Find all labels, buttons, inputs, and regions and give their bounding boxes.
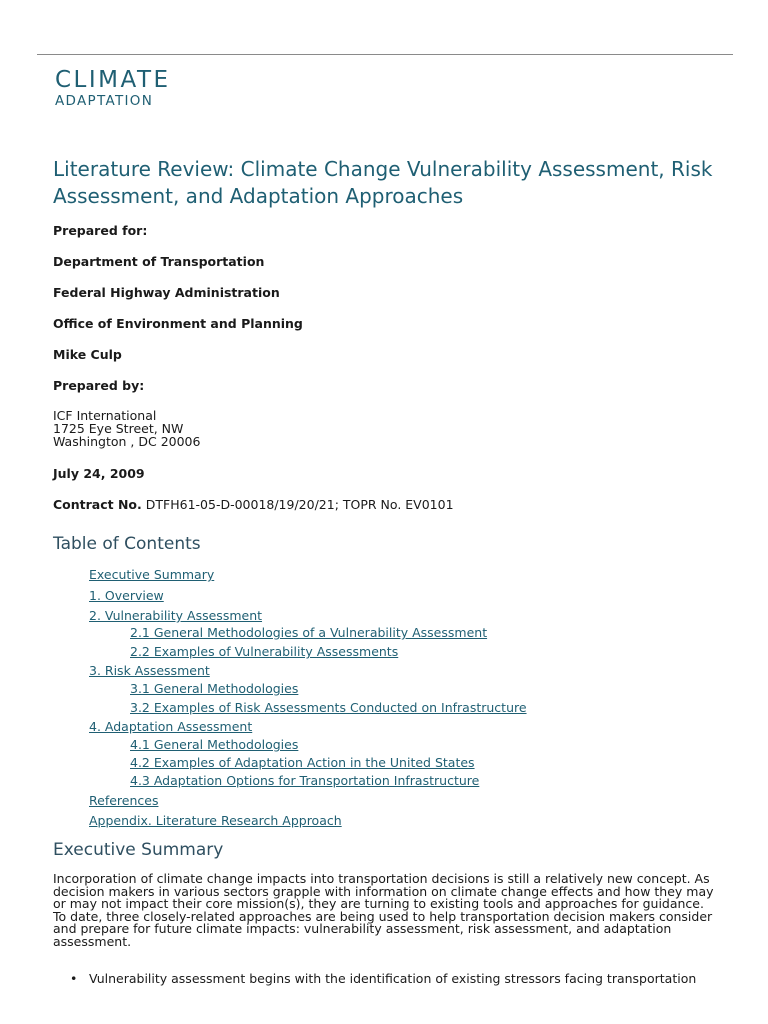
toc-link-executive-summary[interactable]: Executive Summary [89, 567, 215, 582]
toc-link-4-1[interactable]: 4.1 General Methodologies [130, 737, 299, 752]
executive-summary-paragraph [53, 873, 733, 948]
paragraph-line: decision makers in various sectors grapple with information on climate change effects and how they may [53, 883, 714, 899]
address-line: Washington , DC 20006 [53, 434, 201, 449]
paragraph-line: Incorporation of climate change impacts into transportation decisions is still a relatively new concept. As [53, 871, 710, 886]
bullet-text: Vulnerability assessment begins with the identification of existing stressors facing transportation [89, 971, 697, 986]
toc-heading: Table of Contents [53, 534, 201, 554]
report-date: July 24, 2009 [53, 466, 145, 481]
address-line: ICF International [53, 408, 157, 423]
contract-value: DTFH61-05-D-00018/19/20/21; TOPR No. EV0101 [145, 497, 454, 512]
toc-link-risk-assessment[interactable]: 3. Risk Assessment [89, 663, 210, 678]
toc-link-appendix[interactable]: Appendix. Literature Research Approach [89, 813, 342, 828]
toc-link-adaptation-assessment[interactable]: 4. Adaptation Assessment [89, 719, 253, 734]
paragraph-line: and prepare for future climate impacts: vulnerability assessment, risk assessment, and adaptation [53, 921, 672, 936]
list-item [70, 971, 750, 986]
executive-summary-heading: Executive Summary [53, 840, 224, 860]
toc-link-4-2[interactable]: 4.2 Examples of Adaptation Action in the United States [130, 755, 475, 770]
prepared-for-office: Office of Environment and Planning [53, 316, 303, 331]
toc-link-2-1[interactable]: 2.1 General Methodologies of a Vulnerability Assessment [130, 625, 488, 640]
prepared-for-label: Prepared for: [53, 223, 148, 238]
toc-link-3-1[interactable]: 3.1 General Methodologies [130, 681, 299, 696]
preparer-address [53, 409, 200, 448]
toc-link-4-3[interactable]: 4.3 Adaptation Options for Transportation Infrastructure [130, 773, 480, 788]
paragraph-line: To date, three closely-related approaches are being used to help transportation decision makers consider [53, 908, 713, 924]
prepared-for-person: Mike Culp [53, 347, 122, 362]
toc-link-2-2[interactable]: 2.2 Examples of Vulnerability Assessments [130, 644, 399, 659]
paragraph-line: assessment. [53, 933, 132, 949]
top-divider [37, 54, 733, 55]
contract-label: Contract No. [53, 497, 142, 512]
climate-adaptation-logo [55, 67, 171, 109]
logo-line-1: CLIMATE [55, 67, 171, 93]
prepared-for-agency: Federal Highway Administration [53, 285, 280, 300]
prepared-by-label: Prepared by: [53, 378, 145, 393]
prepared-for-dept: Department of Transportation [53, 254, 265, 269]
address-line: 1725 Eye Street, NW [53, 421, 184, 436]
paragraph-line: or may not impact their core mission(s), they are turning to existing tools and approaches for guidance. [53, 896, 704, 911]
page-title: Literature Review: Climate Change Vulnerability Assessment, Risk Assessment, and Adaptation Approaches [53, 157, 713, 208]
toc-link-vulnerability-assessment[interactable]: 2. Vulnerability Assessment [89, 608, 263, 623]
bullet-icon: • [70, 971, 78, 986]
toc-link-overview[interactable]: 1. Overview [89, 588, 164, 603]
logo-line-2: ADAPTATION [55, 93, 154, 109]
toc-link-references[interactable]: References [89, 793, 159, 808]
toc-link-3-2[interactable]: 3.2 Examples of Risk Assessments Conducted on Infrastructure [130, 700, 527, 715]
contract-number [53, 497, 454, 513]
